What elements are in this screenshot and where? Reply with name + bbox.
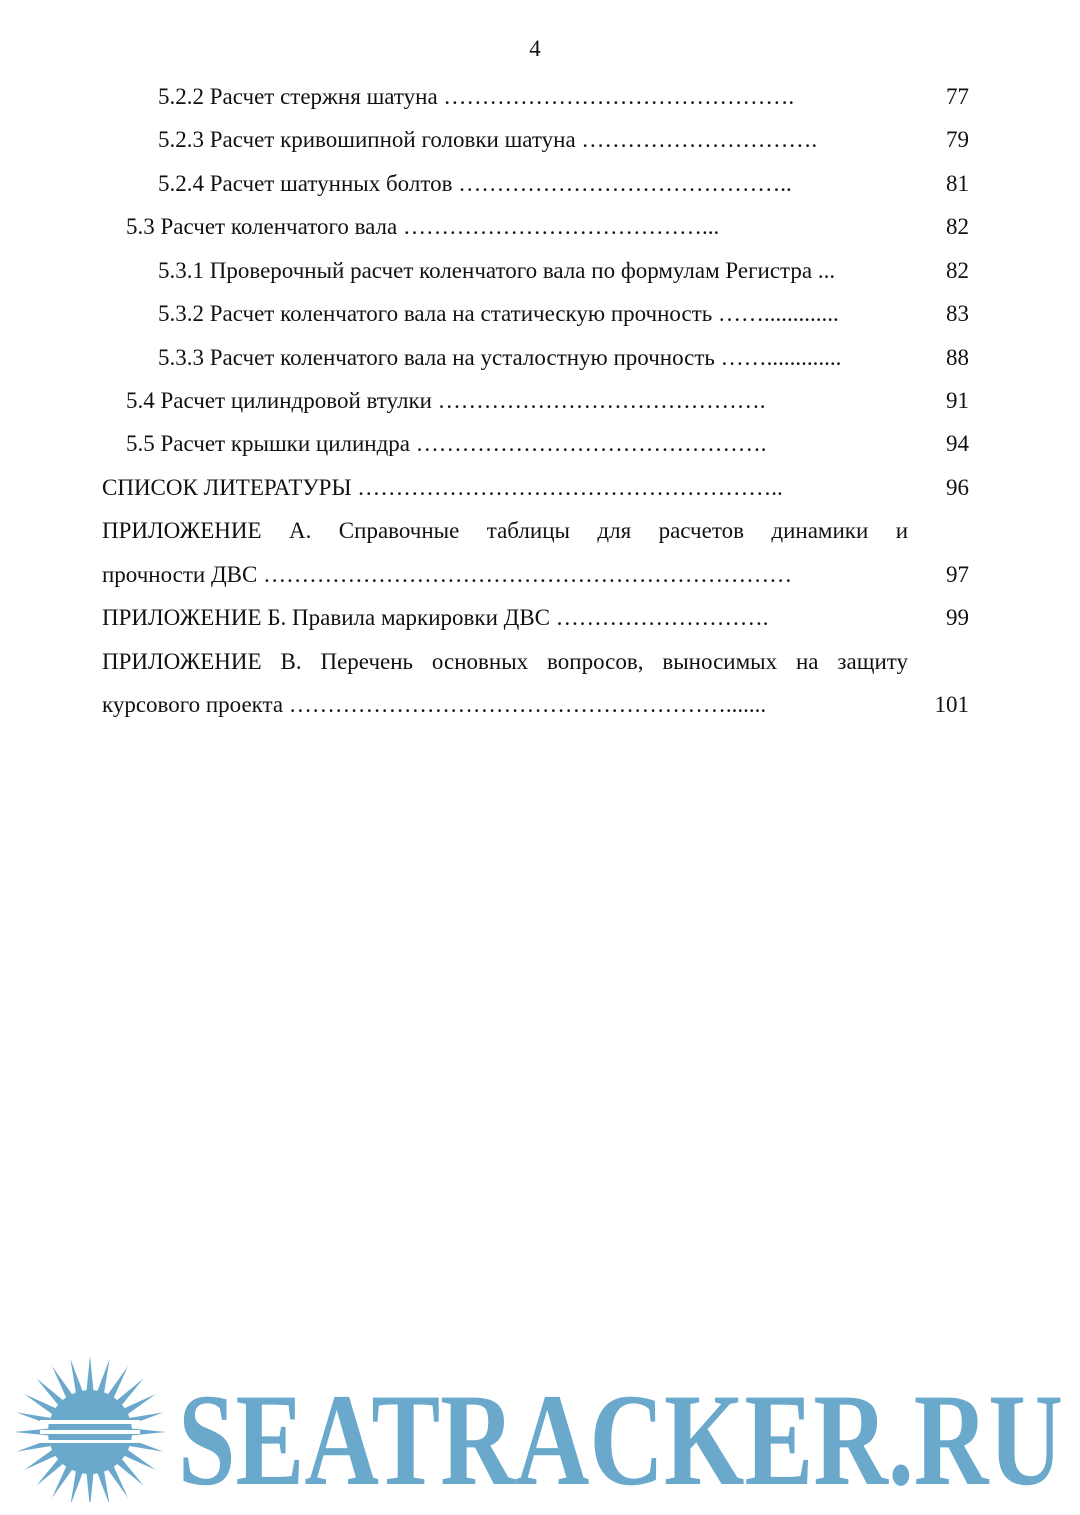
- sun-ray: [70, 1470, 83, 1502]
- toc-entry-title: СПИСОК ЛИТЕРАТУРЫ ………………………………………………..: [102, 475, 783, 500]
- toc-entry-5-3[interactable]: [126, 205, 969, 249]
- toc-entry-page: 79: [946, 127, 969, 152]
- toc-entry-page: 77: [946, 84, 969, 109]
- toc-entry-page: 96: [946, 475, 969, 500]
- toc-entry-title: прочности ДВС ……………………………………………………………: [102, 562, 793, 587]
- toc-entry-page: 83: [946, 301, 969, 326]
- toc-entry-title: ПРИЛОЖЕНИЕ Б. Правила маркировки ДВС ……………………….: [102, 605, 769, 630]
- toc-entry-title: 5.2.4 Расчет шатунных болтов ……………………………………..: [158, 171, 792, 196]
- toc-entry-title: 5.2.3 Расчет кривошипной головки шатуна ………………………….: [158, 127, 818, 152]
- toc-entry-page: 82: [946, 214, 969, 239]
- toc-entry-title: 5.2.2 Расчет стержня шатуна ……………………………………….: [158, 84, 795, 109]
- toc-entry-appendix-b[interactable]: [102, 596, 969, 640]
- toc-entry-5-2-3[interactable]: [158, 118, 969, 162]
- toc-entry-page: 88: [946, 345, 969, 370]
- seatracker-watermark: [10, 1352, 1070, 1502]
- toc-entry-page: 97: [946, 562, 969, 587]
- toc-entry-page: 91: [946, 388, 969, 413]
- toc-entry-title: 5.3 Расчет коленчатого вала …………………………………...: [126, 214, 720, 239]
- toc-entry-title: 5.3.1 Проверочный расчет коленчатого вала по формулам Регистра ...: [158, 258, 836, 283]
- toc-entry-references[interactable]: [102, 466, 969, 510]
- toc-entry-title: 5.3.2 Расчет коленчатого вала на статическую прочность …….............: [158, 301, 839, 326]
- toc-entry-appendix-v[interactable]: [102, 683, 969, 727]
- toc-entry-title: 5.4 Расчет цилиндровой втулки …………………………………….: [126, 388, 766, 413]
- toc-entry-appendix-a[interactable]: [102, 553, 969, 597]
- sun-ray: [86, 1356, 93, 1392]
- sun-ray: [97, 1359, 110, 1395]
- toc-entry-page: 101: [934, 692, 969, 717]
- watermark-text: SEATRACKER.RU: [178, 1366, 1063, 1502]
- toc-entry-5-3-2[interactable]: [158, 292, 969, 336]
- toc-entry-title: 5.3.3 Расчет коленчатого вала на усталостную прочность …….............: [158, 345, 842, 370]
- sun-ray: [97, 1470, 110, 1502]
- sun-ray: [86, 1472, 93, 1502]
- toc-entry-page: 82: [946, 258, 969, 283]
- toc-entry-5-4[interactable]: [126, 379, 969, 423]
- sun-ray: [70, 1359, 83, 1395]
- toc-entry-title: 5.5 Расчет крышки цилиндра ……………………………………….: [126, 431, 767, 456]
- toc-entry-page: 81: [946, 171, 969, 196]
- toc-entry-5-5[interactable]: [126, 422, 969, 466]
- toc-entry-5-3-3[interactable]: [158, 336, 969, 380]
- toc-entry-5-2-4[interactable]: [158, 162, 969, 206]
- page-number: 4: [529, 36, 541, 61]
- toc-entry-page: 99: [946, 605, 969, 630]
- toc-entry-appendix-v-line1[interactable]: ПРИЛОЖЕНИЕ В. Перечень основных вопросов, выносимых на защиту: [102, 649, 908, 674]
- sun-emblem-icon: [14, 1356, 166, 1502]
- toc-entry-appendix-a-line1[interactable]: ПРИЛОЖЕНИЕ А. Справочные таблицы для расчетов динамики и: [102, 518, 908, 543]
- toc-entry-page: 94: [946, 431, 969, 456]
- toc-entry-title: курсового проекта ………………………………………………….......: [102, 692, 767, 717]
- toc-entry-5-3-1[interactable]: [158, 249, 969, 293]
- toc-entry-5-2-2[interactable]: [158, 75, 969, 119]
